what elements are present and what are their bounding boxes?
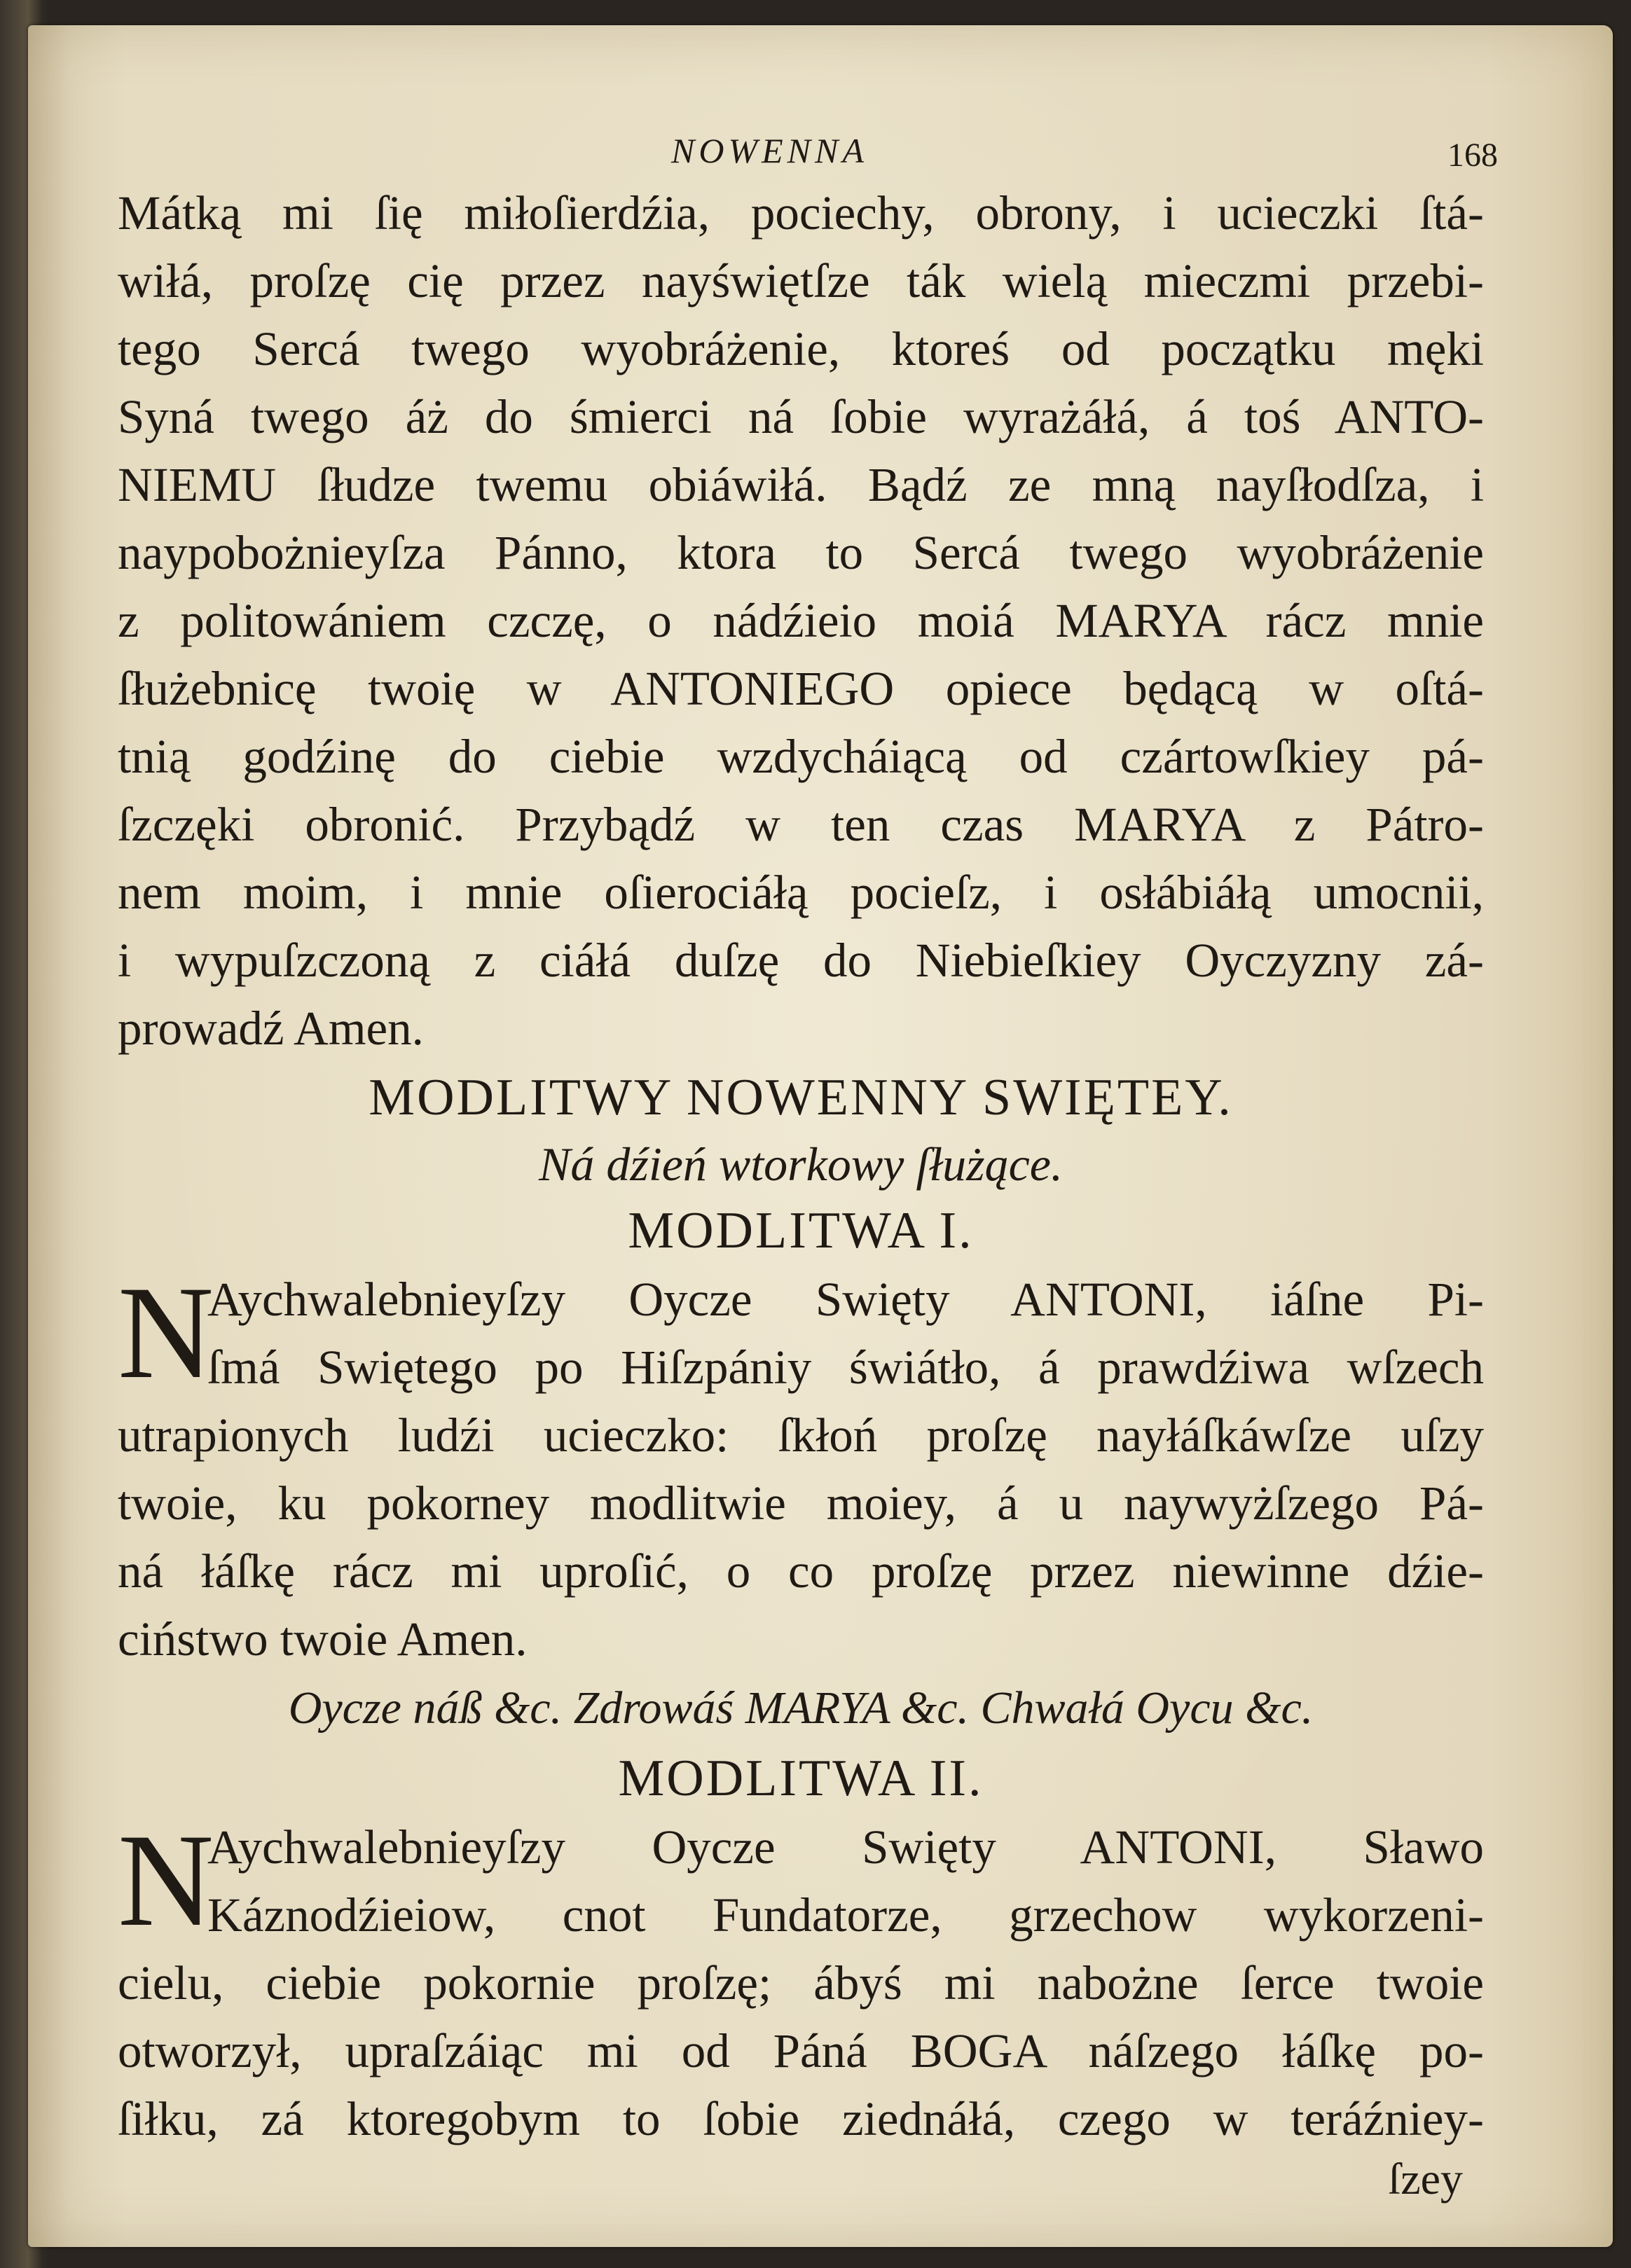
text-line: Káznodźieiow, cnot Fundatorze, grzechow wykorzeni- bbox=[207, 1888, 1484, 1942]
text-line: tnią godźinę do ciebie wzdycháiącą od czártowſkiey pá- bbox=[118, 730, 1484, 783]
text-line: ſłużebnicę twoię w ANTONIEGO opiece będącą w oſtá- bbox=[118, 662, 1484, 715]
page-number: 168 bbox=[1447, 137, 1498, 174]
prayer-reference: Oycze náß &c. Zdrowáś MARYA &c. Chwałá Oycu &c. bbox=[288, 1682, 1314, 1734]
prayer-1-title: MODLITWA I. bbox=[628, 1202, 974, 1259]
text-line: wiłá, proſzę cię przez nayświętſze ták wielą mieczmi przebi- bbox=[118, 254, 1484, 307]
section-subheading: Ná dźień wtorkowy ſłużące. bbox=[539, 1138, 1063, 1191]
catchword-line bbox=[118, 2153, 1484, 2216]
text-line: otworzył, upraſzáiąc mi od Páná BOGA náſzego łáſkę po- bbox=[118, 2024, 1484, 2077]
text-line: Mátką mi ſię miłoſierdźia, pociechy, obrony, i ucieczki ſtá- bbox=[118, 186, 1484, 240]
drop-cap: N bbox=[118, 1807, 214, 1954]
text-line: prowadź Amen. bbox=[118, 1002, 424, 1055]
text-line: ſmá Swiętego po Hiſzpániy świátło, á prawdźiwa wſzech bbox=[207, 1341, 1484, 1394]
section-heading: MODLITWY NOWENNY SWIĘTEY. bbox=[369, 1069, 1233, 1126]
running-title: NOWENNA bbox=[671, 131, 868, 170]
text-line: Aychwalebnieyſzy Oycze Swięty ANTONI, iáſne Pi- bbox=[207, 1273, 1484, 1326]
text-line: nem moim, i mnie oſierociáłą pocieſz, i osłábiáłą umocnii, bbox=[118, 866, 1484, 919]
text-line: Aychwalebnieyſzy Oycze Swięty ANTONI, Sławo bbox=[207, 1820, 1484, 1874]
prayer-2-text bbox=[118, 1807, 1484, 2153]
text-line: cielu, ciebie pokornie proſzę; ábyś mi nabożne ſerce twoie bbox=[118, 1956, 1484, 2010]
prayer-2-title: MODLITWA II. bbox=[618, 1750, 984, 1807]
catchword: ſzey bbox=[1388, 2154, 1463, 2204]
text-line: utrapionych ludźi ucieczko: ſkłoń proſzę nayłáſkáwſze uſzy bbox=[118, 1409, 1484, 1462]
text-line: ſzczęki obronić. Przybądź w ten czas MARYA z Pátro- bbox=[118, 798, 1484, 851]
page-text bbox=[118, 130, 1498, 2216]
text-line: Syná twego áż do śmierci ná ſobie wyrażáłá, á toś ANTO- bbox=[118, 390, 1484, 443]
text-line: NIEMU ſłudze twemu obiáwiłá. Bądź ze mną nayſłodſza, i bbox=[118, 458, 1484, 511]
text-line: tego Sercá twego wyobráżenie, ktoreś od początku męki bbox=[118, 322, 1484, 375]
text-line: naypobożnieyſza Pánno, ktora to Sercá twego wyobráżenie bbox=[118, 526, 1484, 579]
text-line: z politowániem czczę, o nádźieio moiá MARYA rácz mnie bbox=[118, 594, 1484, 647]
prayer-1-text bbox=[118, 1259, 1484, 1673]
text-line: ciństwo twoie Amen. bbox=[118, 1612, 528, 1666]
drop-cap: N bbox=[118, 1259, 214, 1406]
text-line: i wypuſzczoną z ciáłá duſzę do Niebieſkiey Oyczyzny zá- bbox=[118, 934, 1484, 987]
book-page bbox=[28, 25, 1613, 2247]
section-continuation bbox=[118, 179, 1484, 1063]
text-line: ná łáſkę rácz mi uproſić, o co proſzę przez niewinne dźie- bbox=[118, 1544, 1484, 1598]
text-line: ſiłku, zá ktoregobym to ſobie ziednáłá, czego w teráźniey- bbox=[118, 2092, 1484, 2145]
text-line: twoie, ku pokorney modlitwie moiey, á u naywyżſzego Pá- bbox=[118, 1477, 1484, 1530]
running-head bbox=[118, 130, 1498, 179]
